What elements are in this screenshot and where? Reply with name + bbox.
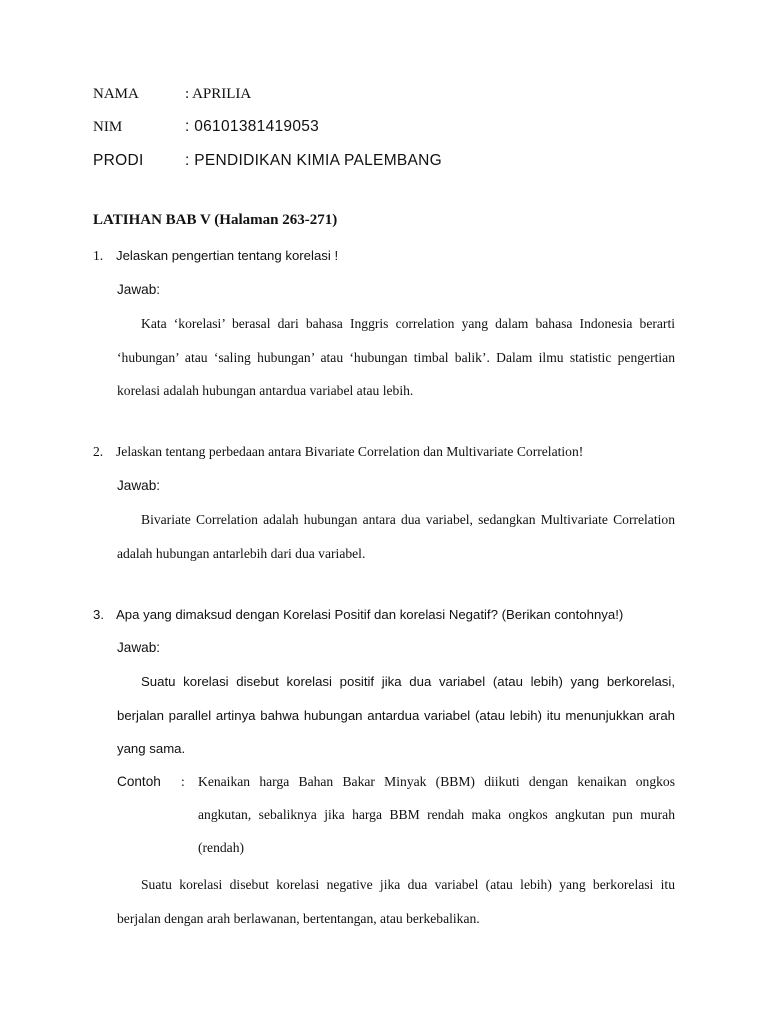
- header-prodi-row: [93, 152, 442, 174]
- answer-label: Jawab:: [117, 640, 161, 655]
- answer-label: Jawab:: [117, 282, 161, 297]
- answer-paragraph-positive: Suatu korelasi disebut korelasi positif jika dua variabel (atau lebih) yang berkorelasi, berjalan parallel artinya bahwa hubungan antardua variabel (atau lebih) itu menunjukkan arah yang sama.: [117, 674, 675, 756]
- question-text: Jelaskan tentang perbedaan antara Bivariate Correlation dan Multivariate Correlation!: [116, 444, 584, 459]
- answer-paragraph: Kata ‘korelasi’ berasal dari bahasa Inggris correlation yang dalam bahasa Indonesia berarti ‘hubungan’ atau ‘saling hubungan’ atau ‘hubungan timbal balik’. Dalam ilmu statistic pengertian korelasi adalah hubungan antardua variabel atau lebih.: [117, 316, 675, 398]
- header-nim-row: [93, 118, 319, 140]
- question-number: 2.: [93, 444, 104, 459]
- prodi-value: : PENDIDIKAN KIMIA PALEMBANG: [185, 152, 443, 169]
- nim-label: NIM: [93, 119, 123, 135]
- exercise-title: LATIHAN BAB V (Halaman 263-271): [93, 212, 338, 228]
- prodi-label: PRODI: [93, 152, 144, 169]
- header-nama-row: [93, 86, 251, 108]
- answer-label: Jawab:: [117, 478, 161, 493]
- nama-value: : APRILIA: [185, 86, 252, 102]
- question-text: Jelaskan pengertian tentang korelasi !: [116, 248, 339, 263]
- nim-value: : 06101381419053: [185, 118, 320, 135]
- answer-paragraph: Bivariate Correlation adalah hubungan antara dua variabel, sedangkan Multivariate Correlation adalah hubungan antarlebih dari dua variabel.: [117, 512, 675, 561]
- nama-label: NAMA: [93, 86, 139, 102]
- example-label: Contoh: [117, 774, 161, 789]
- example-colon: :: [181, 774, 185, 789]
- example-text: Kenaikan harga Bahan Bakar Minyak (BBM) diikuti dengan kenaikan ongkos angkutan, sebaliknya jika harga BBM rendah maka ongkos angkutan pun murah (rendah): [198, 774, 675, 855]
- question-text: Apa yang dimaksud dengan Korelasi Positif dan korelasi Negatif? (Berikan contohnya!): [116, 607, 624, 622]
- answer-paragraph-negative: Suatu korelasi disebut korelasi negative jika dua variabel (atau lebih) yang berkorelasi itu berjalan dengan arah berlawanan, bertentangan, atau berkebalikan.: [117, 877, 675, 926]
- question-number: 1.: [93, 248, 104, 263]
- question-number: 3.: [93, 607, 104, 622]
